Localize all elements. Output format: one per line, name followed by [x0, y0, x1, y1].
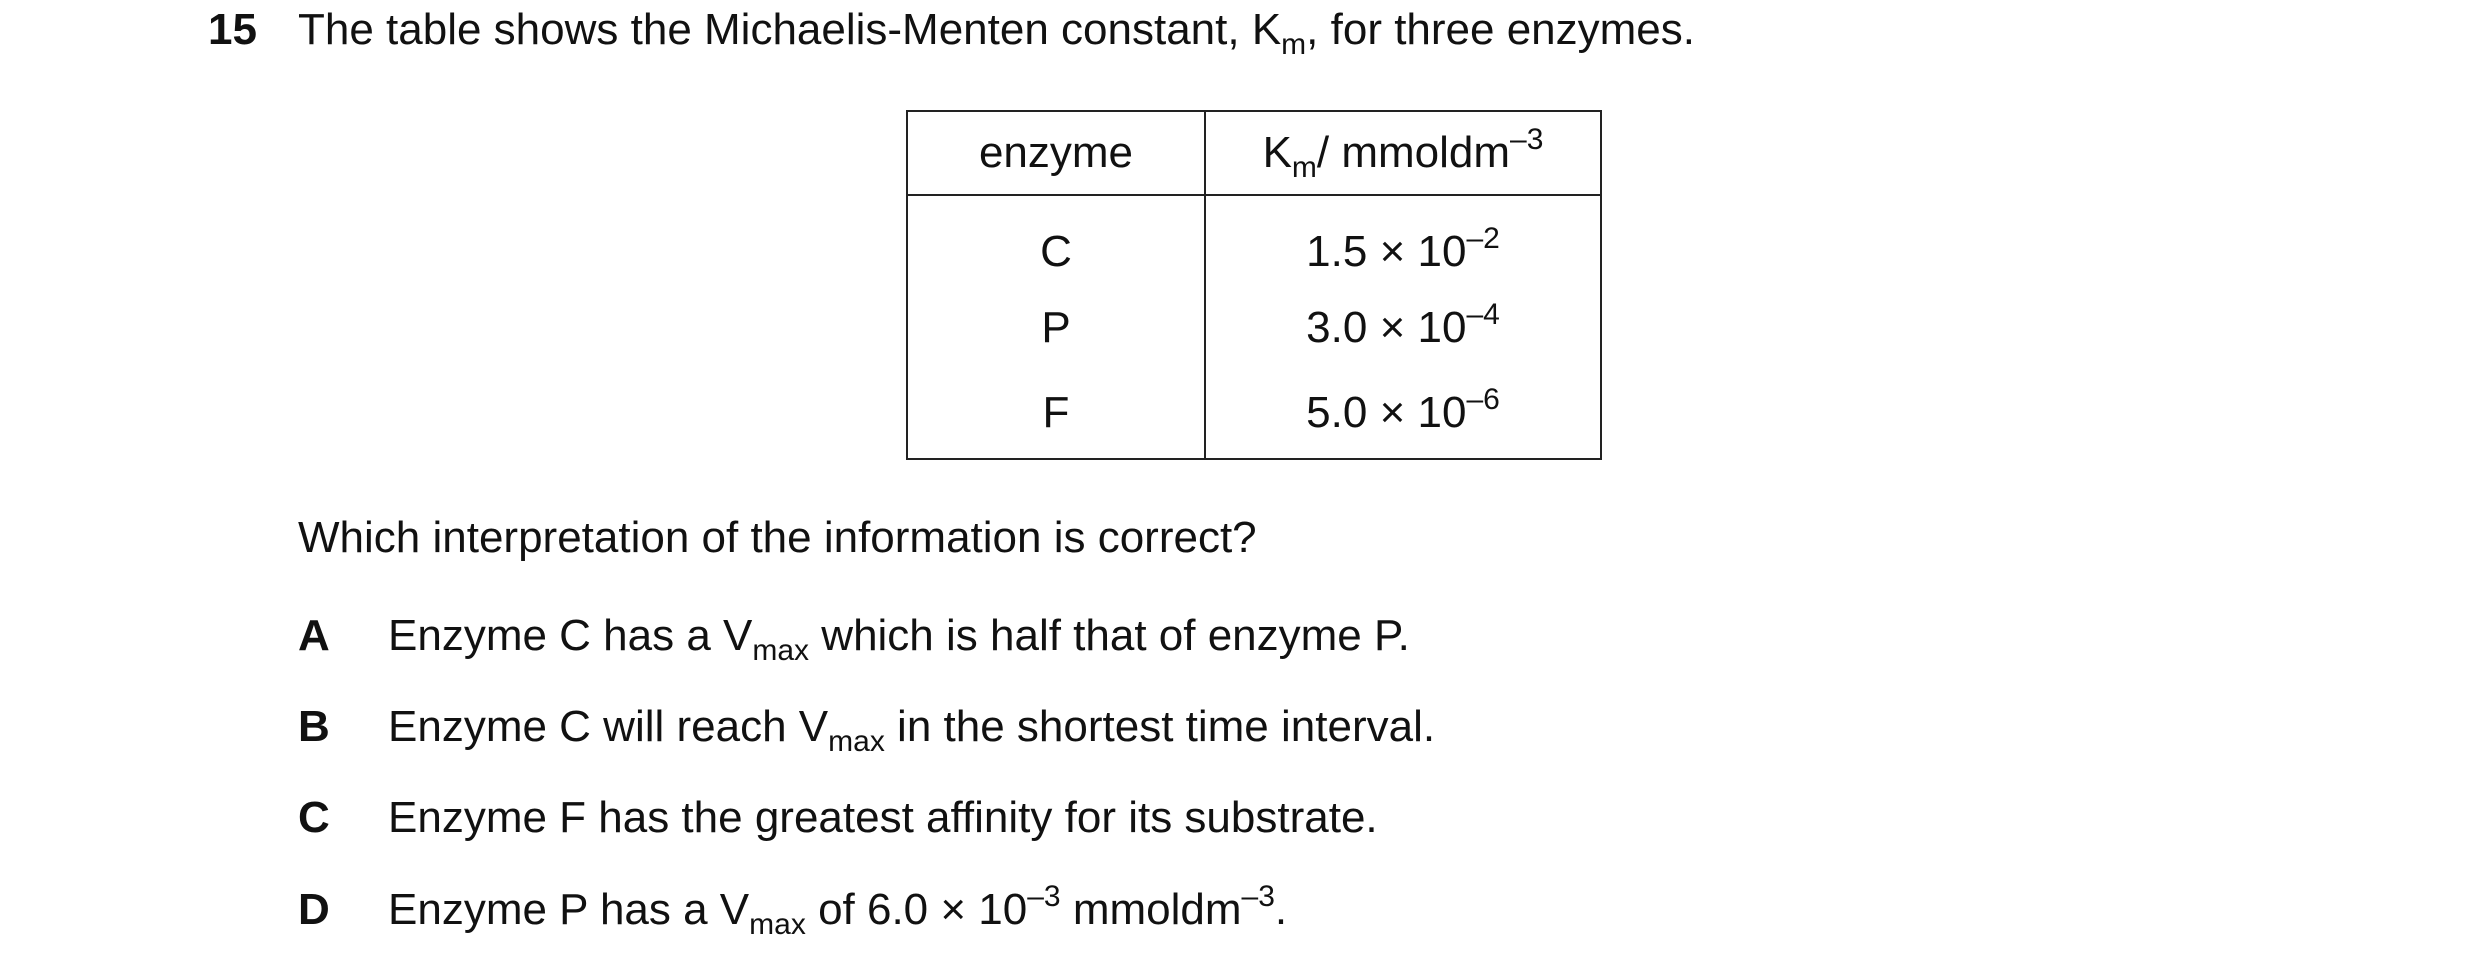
option-text: Enzyme C has a V: [388, 611, 753, 660]
option-text: mmoldm: [1060, 885, 1242, 934]
option-text: which is half that of enzyme P.: [809, 611, 1410, 660]
enzyme-cell: C: [907, 195, 1205, 284]
km-cell: [1205, 284, 1601, 372]
table-row: [907, 284, 1601, 372]
km-exponent: –4: [1466, 298, 1500, 331]
option-text: Enzyme C will reach V: [388, 702, 829, 751]
header-km: [1205, 111, 1601, 195]
question-number: 15: [208, 5, 257, 54]
option-superscript: –3: [1027, 880, 1061, 913]
option-letter: D: [298, 885, 330, 934]
enzyme-cell: F: [907, 372, 1205, 459]
header-km-symbol: K: [1262, 128, 1292, 177]
header-enzyme: enzyme: [907, 111, 1205, 195]
km-mantissa: 1.5 × 10: [1306, 227, 1467, 276]
table-header-row: [907, 111, 1601, 195]
option-letter: B: [298, 702, 330, 751]
option-superscript: –3: [1241, 880, 1275, 913]
option-subscript: max: [828, 725, 885, 758]
km-exponent: –6: [1466, 383, 1500, 416]
option-subscript: max: [752, 634, 810, 667]
option-letter: A: [298, 611, 330, 660]
enzyme-cell: P: [907, 284, 1205, 372]
option-letter: C: [298, 793, 330, 842]
km-cell: [1205, 372, 1601, 459]
km-table: [906, 110, 1602, 460]
option-subscript: max: [749, 908, 806, 941]
header-km-unit: / mmoldm: [1316, 128, 1511, 177]
option-b[interactable]: [298, 701, 1436, 758]
table-row: [907, 372, 1601, 459]
question-prompt: Which interpretation of the information is correct?: [298, 513, 1257, 562]
km-exponent: –2: [1466, 222, 1500, 255]
option-a[interactable]: [298, 610, 1410, 667]
km-mantissa: 3.0 × 10: [1306, 303, 1467, 352]
table-row: [907, 195, 1601, 284]
option-text: Enzyme F has the greatest affinity for its substrate.: [388, 793, 1378, 842]
option-text: of 6.0 × 10: [805, 885, 1028, 934]
option-c[interactable]: [298, 792, 1378, 844]
header-km-sub: m: [1291, 151, 1317, 184]
option-text: Enzyme P has a V: [388, 885, 750, 934]
option-text: .: [1274, 885, 1288, 934]
question-stem: [298, 4, 1695, 61]
stem-text-end: , for three enzymes.: [1306, 5, 1695, 54]
option-text: in the shortest time interval.: [884, 702, 1436, 751]
km-mantissa: 5.0 × 10: [1306, 388, 1467, 437]
stem-text-start: The table shows the Michaelis-Menten constant, K: [298, 5, 1282, 54]
option-d[interactable]: [298, 880, 1288, 941]
stem-subscript: m: [1281, 28, 1307, 61]
header-km-unit-sup: –3: [1510, 123, 1544, 156]
km-cell: [1205, 195, 1601, 284]
